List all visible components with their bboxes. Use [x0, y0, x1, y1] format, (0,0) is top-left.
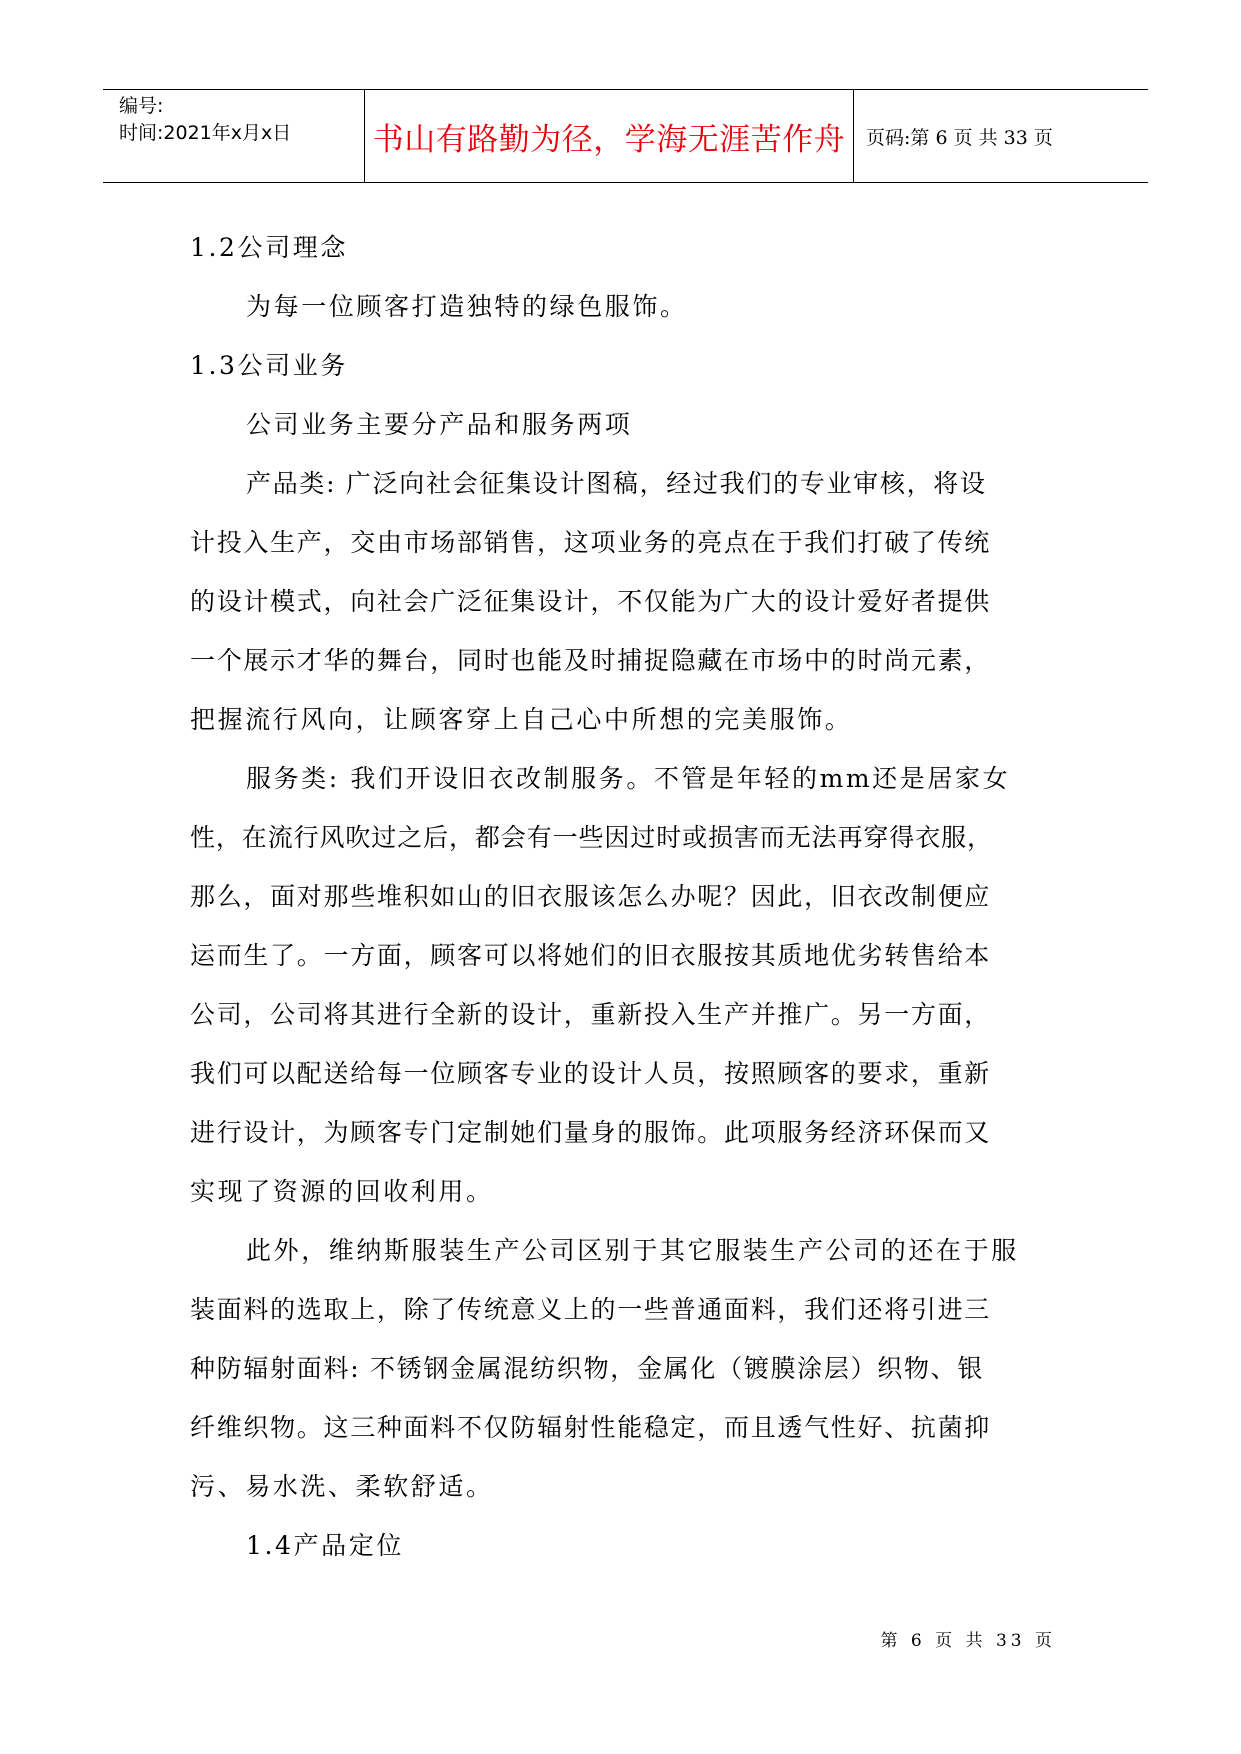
paragraph-line: 为每一位顾客打造独特的绿色服饰。: [246, 292, 688, 321]
section-heading-1-3: 1.3公司业务: [190, 351, 348, 380]
paragraph-line: 性，在流行风吹过之后，都会有一些因过时或损害而无法再穿得衣服，: [190, 823, 993, 852]
paragraph-line: 那么，面对那些堆积如山的旧衣服该怎么办呢？因此，旧衣改制便应: [190, 882, 992, 911]
paragraph-line: 公司业务主要分产品和服务两项: [246, 410, 633, 439]
paragraph-line: 装面料的选取上，除了传统意义上的一些普通面料，我们还将引进三: [190, 1295, 992, 1324]
header-meta: [103, 90, 365, 182]
paragraph-line: 纤维织物。这三种面料不仅防辐射性能稳定，而且透气性好、抗菌抑: [190, 1413, 992, 1442]
paragraph-line: 一个展示才华的舞台，同时也能及时捕捉隐藏在市场中的时尚元素，: [190, 646, 992, 675]
paragraph-line: 公司，公司将其进行全新的设计，重新投入生产并推广。另一方面，: [190, 1000, 992, 1029]
paragraph-line: 进行设计，为顾客专门定制她们量身的服饰。此项服务经济环保而又: [190, 1118, 992, 1147]
page-footer: 第 6 页 共 33 页: [880, 1631, 1056, 1651]
paragraph-line: 污、易水洗、柔软舒适。: [190, 1472, 494, 1501]
paragraph-line: 产品类: 广泛向社会征集设计图稿，经过我们的专业审核，将设: [246, 469, 987, 498]
header-time-label: 时间:2021年x月x日: [119, 122, 292, 144]
header-page-info: 页码:第 6 页 共 33 页: [866, 126, 1053, 149]
paragraph-line: 计投入生产，交由市场部销售，这项业务的亮点在于我们打破了传统: [190, 528, 992, 557]
section-heading-1-4: 1.4产品定位: [246, 1531, 404, 1560]
paragraph-line: 把握流行风向，让顾客穿上自己心中所想的完美服饰。: [190, 705, 853, 734]
document-body: [190, 218, 1070, 1575]
paragraph-line: 我们可以配送给每一位顾客专业的设计人员，按照顾客的要求，重新: [190, 1059, 992, 1088]
section-heading-1-2: 1.2公司理念: [190, 233, 348, 262]
document-header: [103, 89, 1148, 183]
paragraph-line: 种防辐射面料: 不锈钢金属混纺织物，金属化（镀膜涂层）织物、银: [190, 1354, 985, 1383]
header-motto: 书山有路勤为径，学海无涯苦作舟: [365, 90, 854, 182]
paragraph-line: 实现了资源的回收利用。: [190, 1177, 494, 1206]
paragraph-line: 此外，维纳斯服装生产公司区别于其它服装生产公司的还在于服: [246, 1236, 1019, 1265]
paragraph-line: 运而生了。一方面，顾客可以将她们的旧衣服按其质地优劣转售给本: [190, 941, 992, 970]
header-number-label: 编号:: [119, 95, 164, 117]
paragraph-line: 的设计模式，向社会广泛征集设计，不仅能为广大的设计爱好者提供: [190, 587, 992, 616]
paragraph-line: 服务类: 我们开设旧衣改制服务。不管是年轻的mm还是居家女: [246, 764, 1011, 793]
